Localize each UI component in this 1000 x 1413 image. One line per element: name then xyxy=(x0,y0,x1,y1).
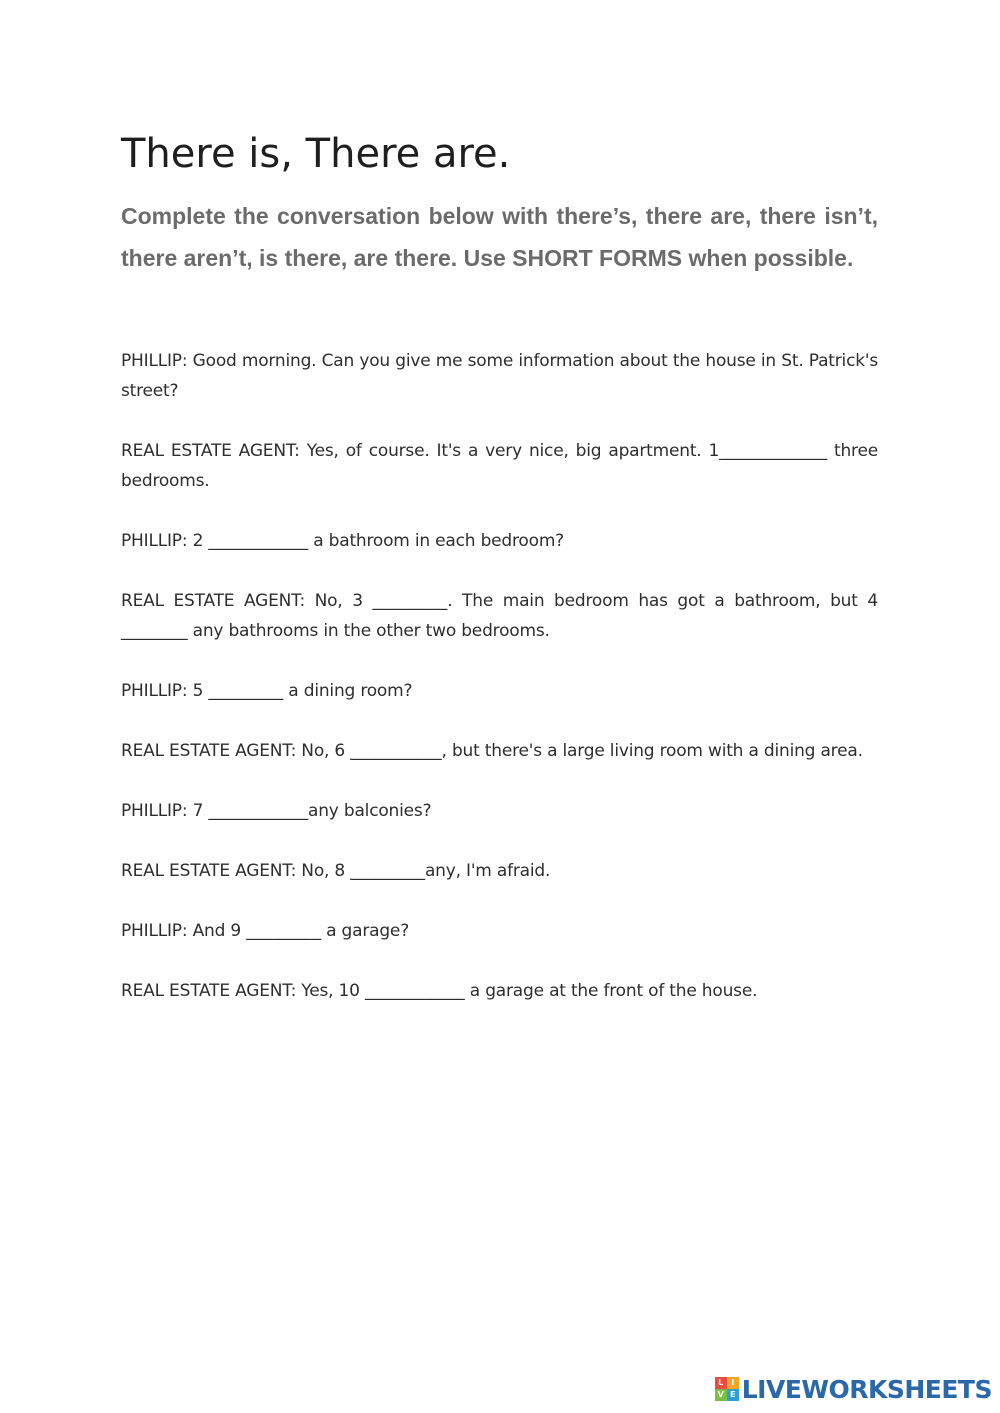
dialogue-line: REAL ESTATE AGENT: No, 3 _________. The main bedroom has got a bathroom, but 4 ________ any bathrooms in the other two bedrooms. xyxy=(121,591,878,641)
dialogue xyxy=(121,346,878,1036)
dialogue-line: REAL ESTATE AGENT: Yes, of course. It's a very nice, big apartment. 1_____________ three bedrooms. xyxy=(121,441,878,491)
dialogue-line: PHILLIP: 5 _________ a dining room? xyxy=(121,681,413,701)
worksheet-title: There is, There are. xyxy=(121,131,511,177)
dialogue-line: REAL ESTATE AGENT: No, 8 _________any, I'm afraid. xyxy=(121,861,551,881)
liveworksheets-watermark xyxy=(715,1373,992,1405)
logo-letter: V xyxy=(715,1389,727,1401)
dialogue-line: PHILLIP: 7 ____________any balconies? xyxy=(121,801,432,821)
dialogue-line: REAL ESTATE AGENT: No, 6 ___________, but there's a large living room with a dining area. xyxy=(121,741,863,761)
dialogue-line: PHILLIP: And 9 _________ a garage? xyxy=(121,921,410,941)
watermark-text: LIVEWORKSHEETS xyxy=(741,1374,992,1404)
liveworksheets-logo-icon xyxy=(715,1377,739,1401)
logo-letter: L xyxy=(715,1377,727,1389)
logo-letter: I xyxy=(727,1377,739,1389)
dialogue-line: PHILLIP: Good morning. Can you give me some information about the house in St. Patrick's street? xyxy=(121,351,878,401)
instructions: Complete the conversation below with there’s, there are, there isn’t, there aren’t, is there, are there. Use SHORT FORMS when possible. xyxy=(121,203,878,271)
logo-letter: E xyxy=(727,1389,739,1401)
dialogue-line: REAL ESTATE AGENT: Yes, 10 ____________ a garage at the front of the house. xyxy=(121,981,758,1001)
dialogue-line: PHILLIP: 2 ____________ a bathroom in each bedroom? xyxy=(121,531,565,551)
